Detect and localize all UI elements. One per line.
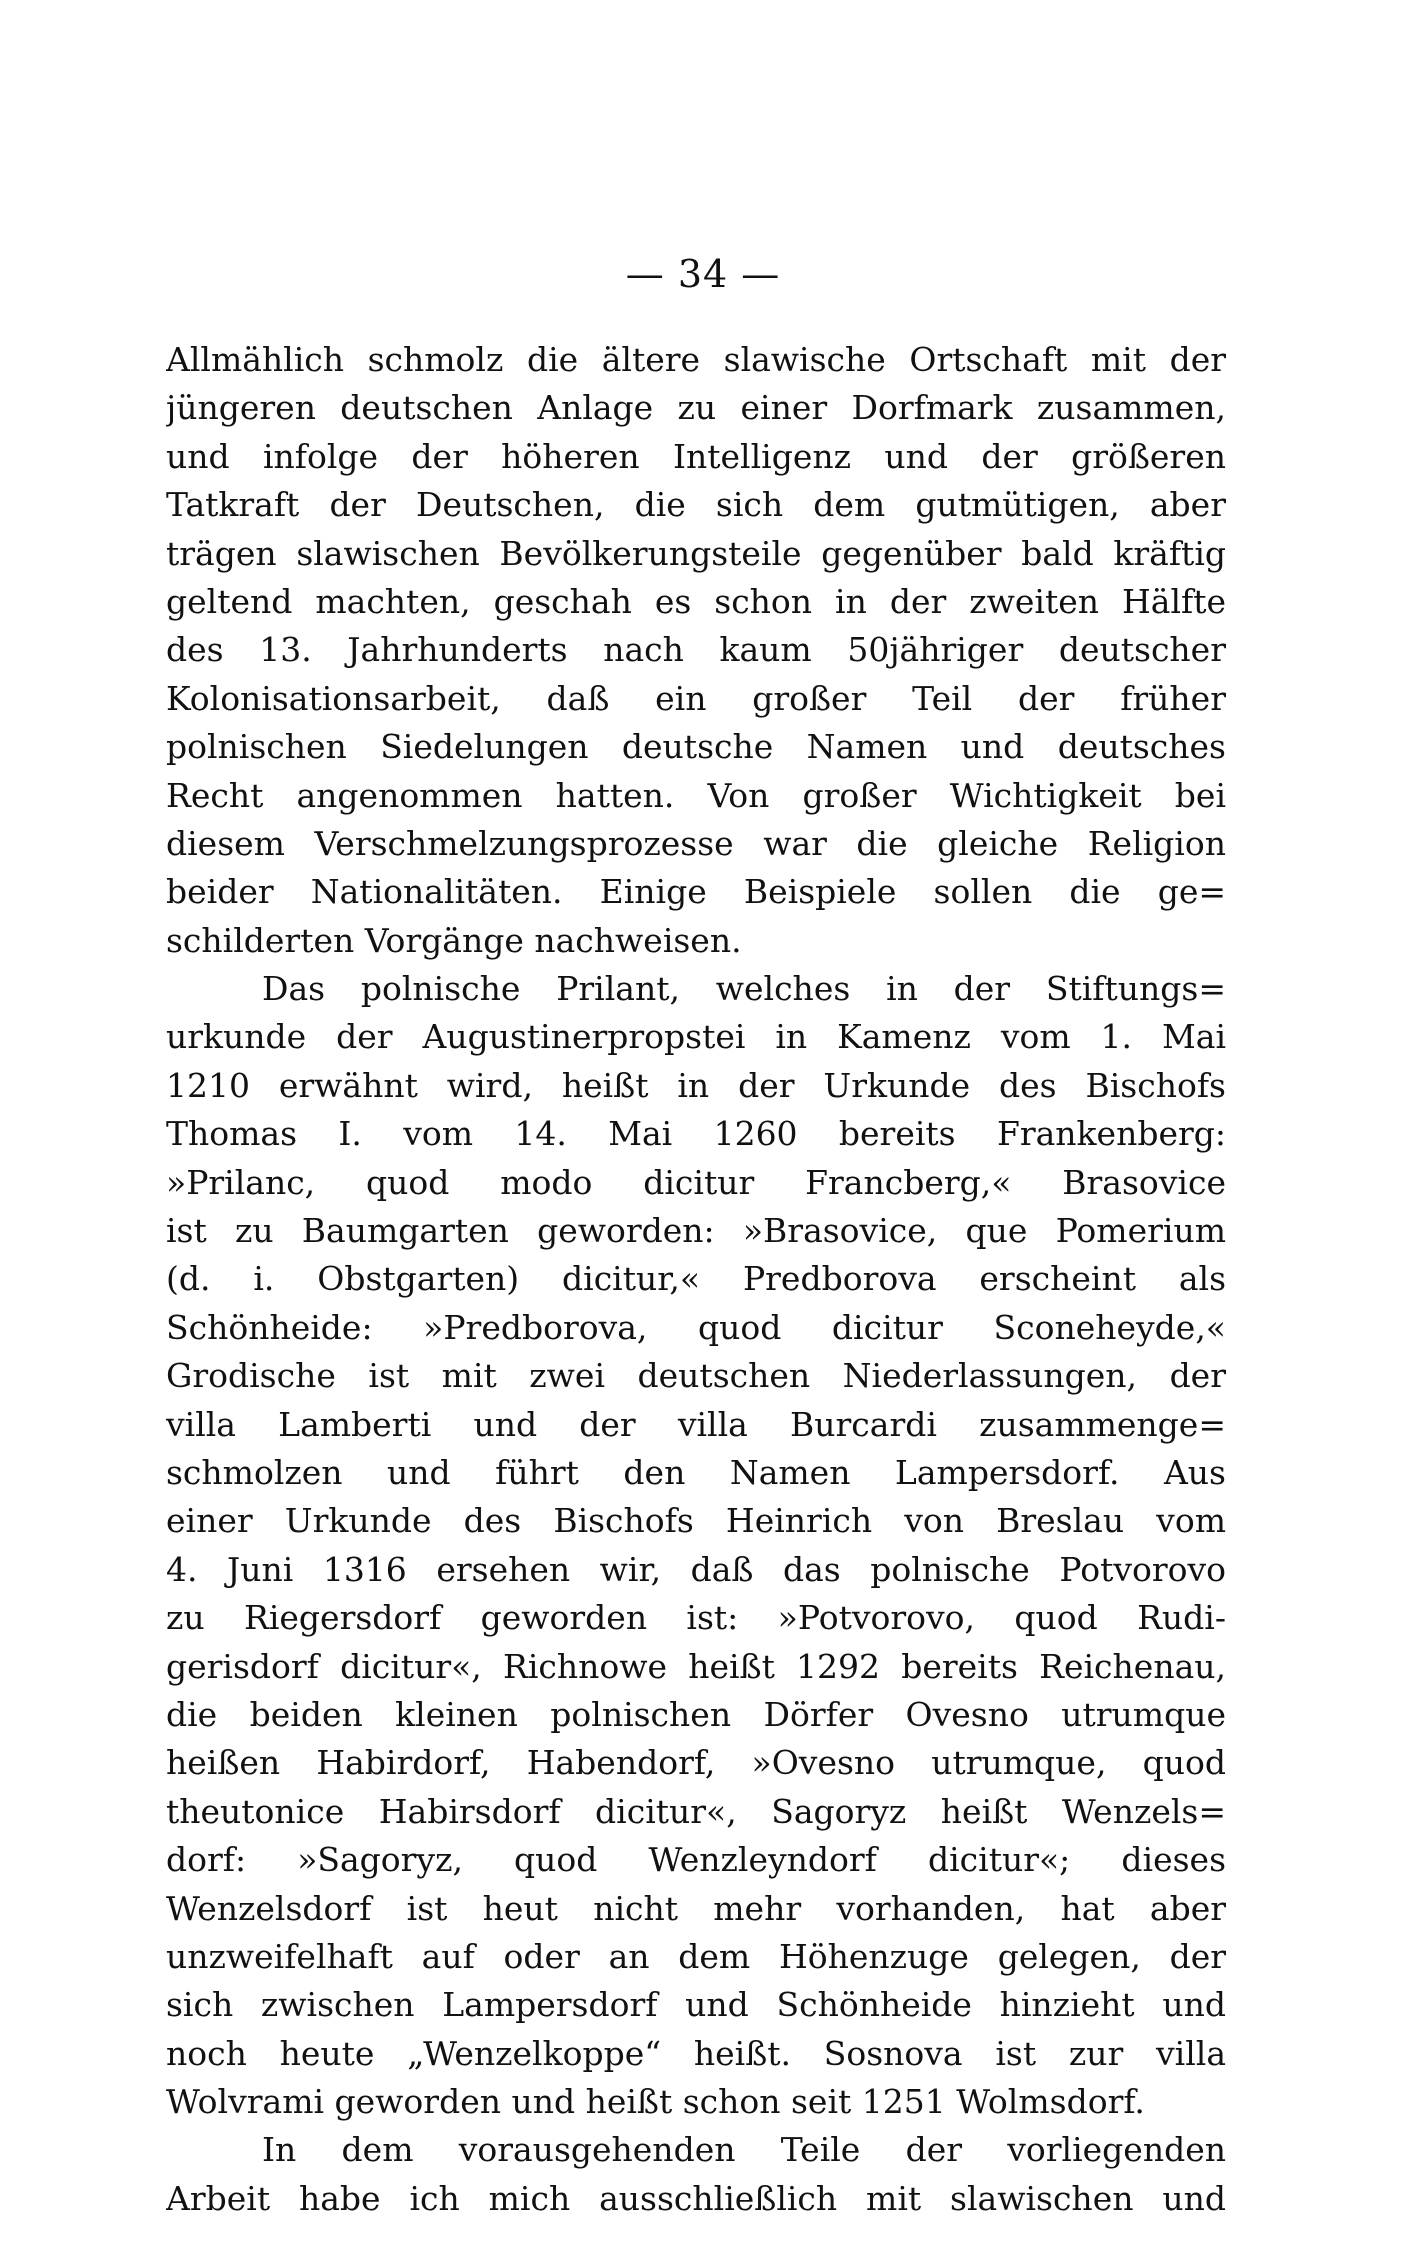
- text-line: dorf: »Sagoryz, quod Wenzleyndorf dicitur«; dieses: [166, 1840, 1226, 1880]
- text-line: 4. Juni 1316 ersehen wir, daß das polnische Potvorovo: [166, 1549, 1226, 1589]
- text-line: In dem vorausgehenden Teile der vorliegenden: [262, 2130, 1226, 2170]
- text-line: 1210 erwähnt wird, heißt in der Urkunde des Bischofs: [166, 1065, 1226, 1105]
- text-line: gerisdorf dicitur«, Richnowe heißt 1292 bereits Reichenau,: [166, 1646, 1226, 1686]
- text-line: jüngeren deutschen Anlage zu einer Dorfmark zusammen,: [166, 388, 1226, 428]
- text-line: Allmählich schmolz die ältere slawische Ortschaft mit der: [166, 340, 1226, 379]
- text-line: trägen slawischen Bevölkerungsteile gegenüber bald kräftig: [166, 533, 1226, 573]
- text-line: Schönheide: »Predborova, quod dicitur Sconeheyde,«: [166, 1307, 1226, 1347]
- text-line: Tatkraft der Deutschen, die sich dem gutmütigen, aber: [166, 485, 1226, 525]
- text-line: schmolzen und führt den Namen Lampersdorf. Aus: [166, 1452, 1226, 1492]
- page-number: — 34 —: [625, 252, 781, 296]
- text-line: Grodische ist mit zwei deutschen Niederlassungen, der: [166, 1356, 1226, 1396]
- text-line: (d. i. Obstgarten) dicitur,« Predborova erscheint als: [166, 1259, 1226, 1299]
- text-line: polnischen Siedelungen deutsche Namen und deutsches: [166, 727, 1226, 767]
- text-line: heißen Habirdorf, Habendorf, »Ovesno utrumque, quod: [166, 1743, 1226, 1783]
- text-line: noch heute „Wenzelkoppe“ heißt. Sosnova ist zur villa: [166, 2033, 1226, 2073]
- text-line: Recht angenommen hatten. Von großer Wichtigkeit bei: [166, 775, 1226, 815]
- text-line: »Prilanc, quod modo dicitur Francberg,« Brasovice: [166, 1162, 1226, 1202]
- body-text: [166, 336, 1226, 2223]
- text-line: Wolvrami geworden und heißt schon seit 1251 Wolmsdorf.: [166, 2082, 1145, 2122]
- text-line: die beiden kleinen polnischen Dörfer Ovesno utrumque: [166, 1694, 1226, 1734]
- text-line: diesem Verschmelzungsprozesse war die gleiche Religion: [166, 823, 1226, 863]
- text-line: beider Nationalitäten. Einige Beispiele sollen die ge=: [166, 872, 1226, 912]
- text-line: Wenzelsdorf ist heut nicht mehr vorhanden, hat aber: [166, 1888, 1226, 1928]
- text-line: Arbeit habe ich mich ausschließlich mit slawischen und: [166, 2178, 1226, 2218]
- text-line: einer Urkunde des Bischofs Heinrich von Breslau vom: [166, 1501, 1226, 1541]
- text-line: Das polnische Prilant, welches in der Stiftungs=: [262, 969, 1226, 1009]
- text-line: Kolonisationsarbeit, daß ein großer Teil der früher: [166, 678, 1226, 718]
- text-line: geltend machten, geschah es schon in der zweiten Hälfte: [166, 581, 1226, 621]
- text-line: urkunde der Augustinerpropstei in Kamenz vom 1. Mai: [166, 1017, 1226, 1057]
- text-line: schilderten Vorgänge nachweisen.: [166, 920, 742, 960]
- text-line: theutonice Habirsdorf dicitur«, Sagoryz heißt Wenzels=: [166, 1791, 1226, 1831]
- text-line: Thomas I. vom 14. Mai 1260 bereits Frankenberg:: [166, 1114, 1226, 1154]
- text-line: und infolge der höheren Intelligenz und der größeren: [166, 436, 1226, 476]
- text-line: sich zwischen Lampersdorf und Schönheide hinzieht und: [166, 1985, 1226, 2025]
- text-line: des 13. Jahrhunderts nach kaum 50jähriger deutscher: [166, 630, 1226, 670]
- text-line: ist zu Baumgarten geworden: »Brasovice, que Pomerium: [166, 1211, 1226, 1251]
- text-line: zu Riegersdorf geworden ist: »Potvorovo, quod Rudi-: [166, 1598, 1226, 1638]
- text-line: unzweifelhaft auf oder an dem Höhenzuge gelegen, der: [166, 1936, 1226, 1976]
- text-line: villa Lamberti und der villa Burcardi zusammenge=: [166, 1404, 1226, 1444]
